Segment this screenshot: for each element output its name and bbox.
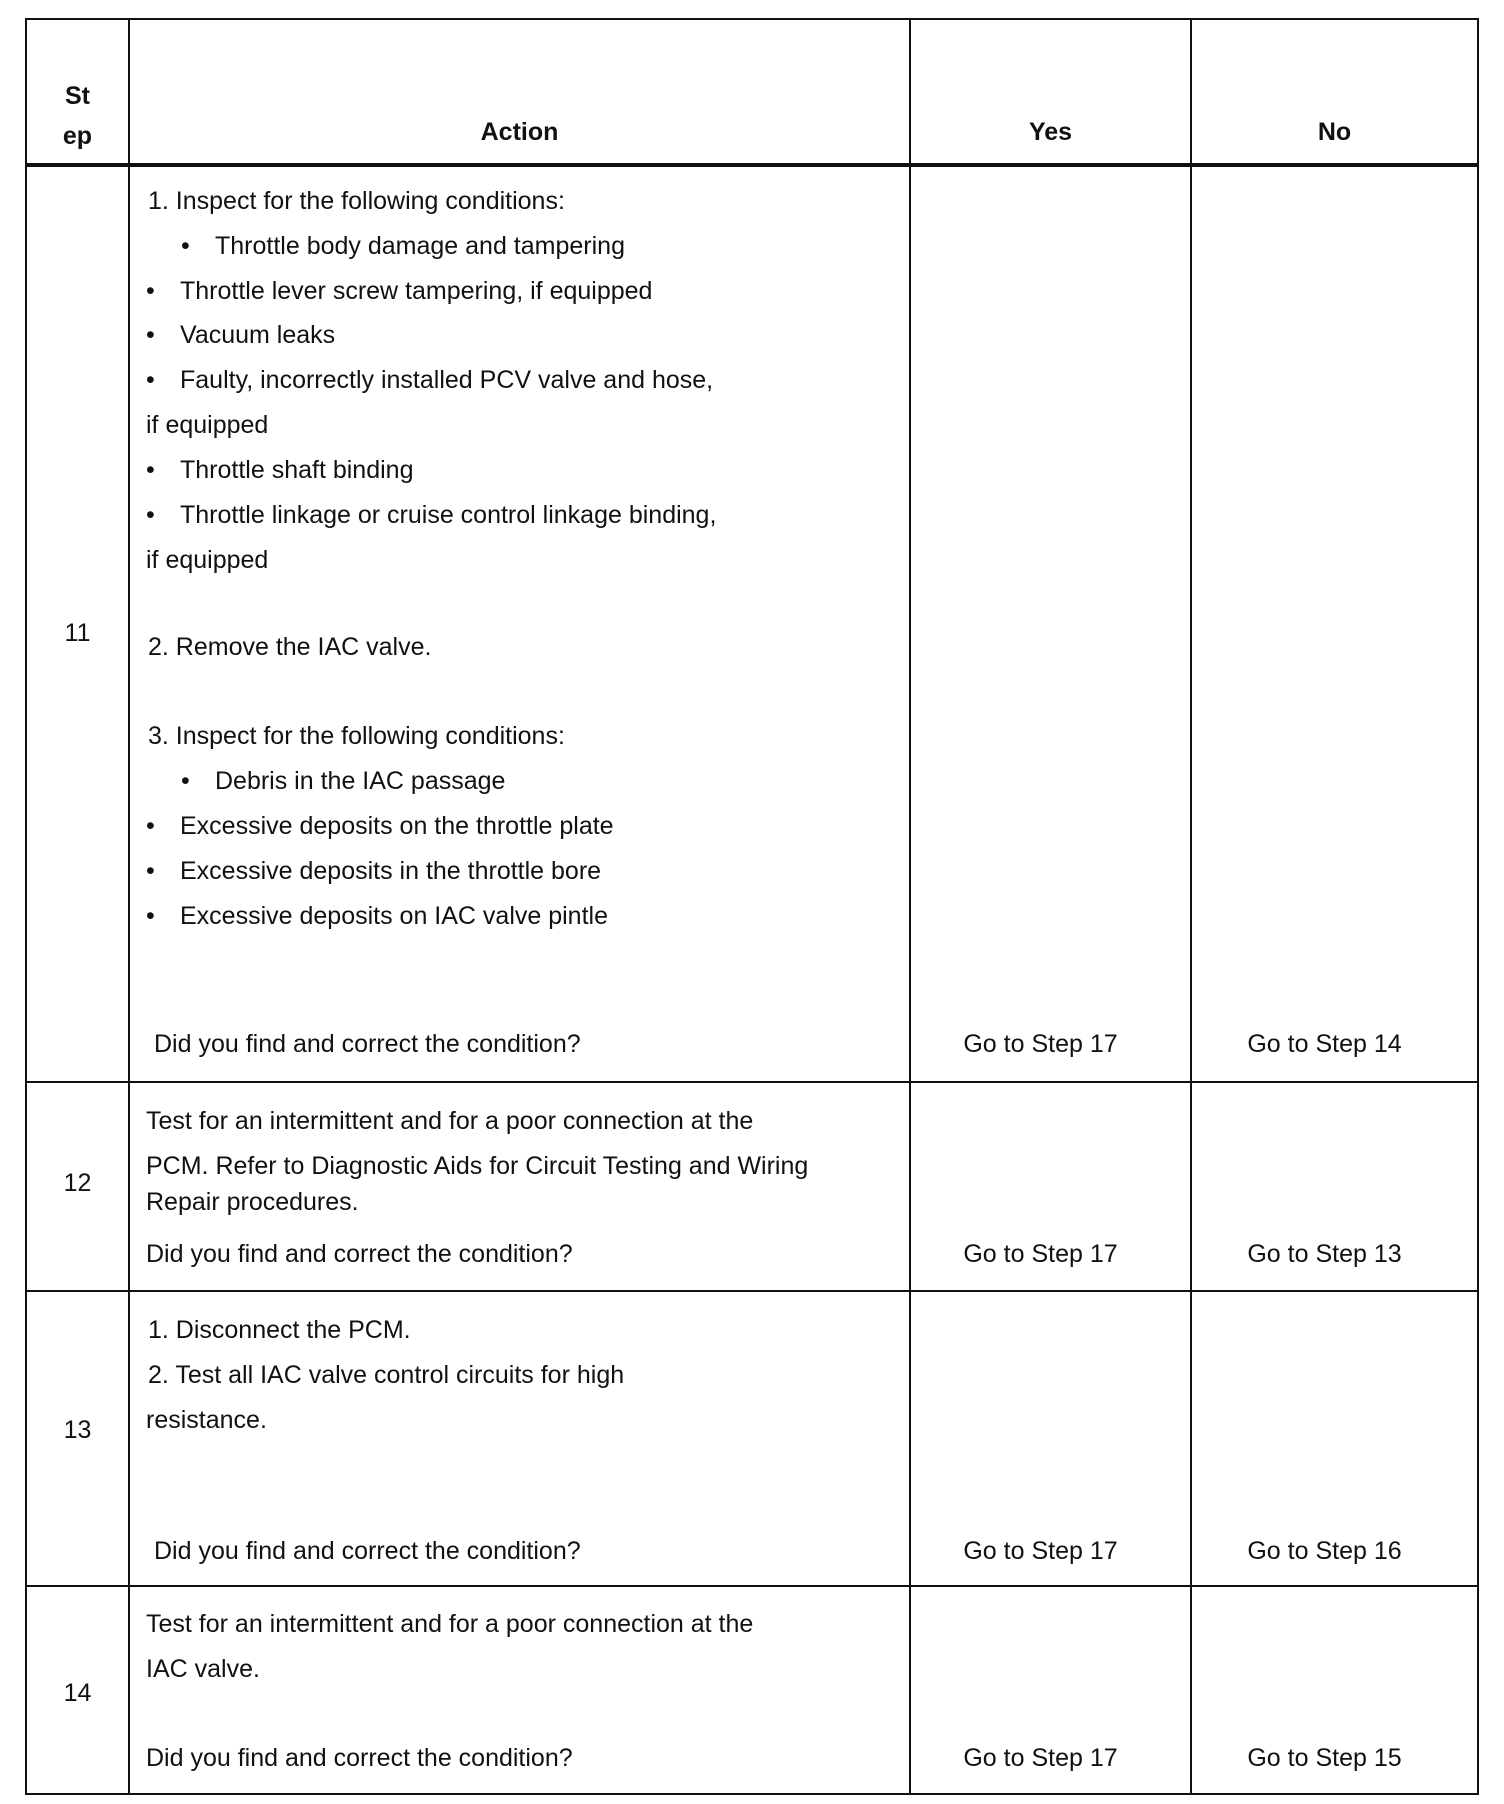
- action-line: • Excessive deposits on the throttle plate: [180, 812, 614, 841]
- action-line: • Throttle body damage and tampering: [215, 232, 625, 261]
- no-result: Go to Step 13: [1247, 1240, 1402, 1268]
- action-cell: [129, 1291, 910, 1586]
- table-row: [26, 1291, 1478, 1586]
- step-header-line-2: ep: [62, 122, 93, 150]
- action-line: IAC valve.: [146, 1655, 260, 1683]
- table-row: [26, 1082, 1478, 1291]
- action-line: Test for an intermittent and for a poor connection at the: [146, 1107, 754, 1135]
- yes-result: Go to Step 17: [963, 1240, 1118, 1268]
- action-line: • Excessive deposits on IAC valve pintle: [180, 902, 608, 931]
- yes-column-header: Yes: [910, 19, 1191, 165]
- action-line: PCM. Refer to Diagnostic Aids for Circuit Testing and Wiring: [146, 1152, 809, 1180]
- action-line: 3. Inspect for the following conditions:: [148, 722, 565, 750]
- table-row: [26, 165, 1478, 1082]
- no-result: Go to Step 16: [1247, 1537, 1402, 1565]
- action-line: 2. Test all IAC valve control circuits for high: [148, 1361, 625, 1389]
- step-number: 14: [63, 1679, 92, 1707]
- diagnostic-table: [25, 18, 1479, 1795]
- step-cell: [26, 1291, 129, 1586]
- question-line: Did you find and correct the condition?: [154, 1030, 581, 1058]
- action-line: if equipped: [146, 546, 269, 574]
- step-column-header: [26, 19, 129, 165]
- yes-cell: [910, 1291, 1191, 1586]
- no-column-header: No: [1191, 19, 1478, 165]
- action-cell: [129, 1586, 910, 1794]
- action-line: • Vacuum leaks: [180, 321, 335, 350]
- question-line: Did you find and correct the condition?: [154, 1537, 581, 1565]
- action-line: if equipped: [146, 411, 269, 439]
- action-line: • Throttle lever screw tampering, if equipped: [180, 277, 652, 306]
- action-line: resistance.: [146, 1406, 267, 1434]
- yes-result: Go to Step 17: [963, 1744, 1118, 1772]
- header-row: [26, 19, 1478, 165]
- no-result: Go to Step 15: [1247, 1744, 1402, 1772]
- step-cell: [26, 1586, 129, 1794]
- action-line: Test for an intermittent and for a poor connection at the: [146, 1610, 754, 1638]
- table-row: [26, 1586, 1478, 1794]
- action-line: • Throttle shaft binding: [180, 456, 413, 485]
- action-cell: [129, 165, 910, 1082]
- no-cell: [1191, 1291, 1478, 1586]
- action-line: 2. Remove the IAC valve.: [148, 633, 432, 661]
- yes-cell: [910, 165, 1191, 1082]
- no-cell: [1191, 165, 1478, 1082]
- action-line: • Faulty, incorrectly installed PCV valve and hose,: [180, 366, 713, 395]
- step-number: 13: [63, 1416, 92, 1444]
- action-line: • Throttle linkage or cruise control linkage binding,: [180, 501, 716, 530]
- step-cell: [26, 1082, 129, 1291]
- action-cell: [129, 1082, 910, 1291]
- yes-result: Go to Step 17: [963, 1030, 1118, 1058]
- action-line: Repair procedures.: [146, 1188, 359, 1216]
- action-column-header: Action: [129, 19, 910, 165]
- yes-result: Go to Step 17: [963, 1537, 1118, 1565]
- action-line: • Debris in the IAC passage: [215, 767, 505, 796]
- step-cell: [26, 165, 129, 1082]
- step-header-line-1: St: [65, 82, 90, 110]
- yes-cell: [910, 1082, 1191, 1291]
- action-line: • Excessive deposits in the throttle bore: [180, 857, 601, 886]
- yes-cell: [910, 1586, 1191, 1794]
- no-cell: [1191, 1082, 1478, 1291]
- action-line: 1. Disconnect the PCM.: [148, 1316, 411, 1344]
- action-line: 1. Inspect for the following conditions:: [148, 187, 565, 215]
- question-line: Did you find and correct the condition?: [146, 1744, 573, 1772]
- no-cell: [1191, 1586, 1478, 1794]
- no-result: Go to Step 14: [1247, 1030, 1402, 1058]
- question-line: Did you find and correct the condition?: [146, 1240, 573, 1268]
- step-number: 12: [63, 1169, 92, 1197]
- step-number: 11: [64, 619, 91, 647]
